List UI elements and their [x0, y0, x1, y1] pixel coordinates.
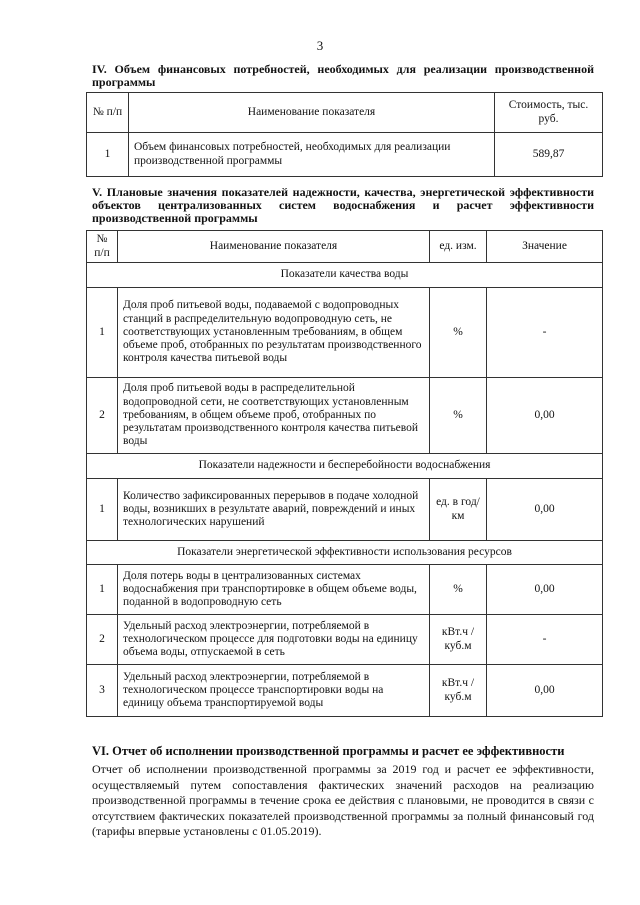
table-row-num: 2 [87, 378, 118, 454]
table-row-unit: кВт.ч / куб.м [430, 665, 487, 717]
table-row-value: 0,00 [487, 565, 603, 615]
row-num: 1 [87, 133, 129, 177]
group-efficiency-title: Показатели энергетической эффективности использования ресурсов [87, 541, 603, 565]
table-row-name: Удельный расход электроэнергии, потребляемой в технологическом процессе для подготовки воды на единицу объема воды, отпускаемой в сеть [118, 615, 430, 665]
row-name: Объем финансовых потребностей, необходимых для реализации производственной программы [129, 133, 495, 177]
header-value: Значение [487, 231, 603, 263]
financial-needs-table [86, 92, 603, 177]
header-name: Наименование показателя [129, 93, 495, 133]
table-row-unit: кВт.ч / куб.м [430, 615, 487, 665]
section-5-heading: V. Плановые значения показателей надежности, качества, энергетической эффективности объектов централизованных систем водоснабжения и расчет эффективности производственной программы [92, 185, 594, 225]
row-cost: 589,87 [495, 133, 603, 177]
page-number: 3 [316, 38, 324, 53]
table-row-num: 1 [87, 565, 118, 615]
header-name: Наименование показателя [118, 231, 430, 263]
table-row-unit: % [430, 378, 487, 454]
group-reliability-title: Показатели надежности и бесперебойности водоснабжения [87, 454, 603, 479]
table-row-unit: % [430, 288, 487, 378]
header-cost: Стоимость, тыс. руб. [495, 93, 603, 133]
table-row-value: - [487, 615, 603, 665]
table-row-num: 2 [87, 615, 118, 665]
table-row-name: Доля проб питьевой воды в распределительной водопроводной сети, не соответствующих установленным требованиям, в общем объеме проб, отобранных по результатам производственного контроля качества питьевой воды [118, 378, 430, 454]
table-row-name: Количество зафиксированных перерывов в подаче холодной воды, возникших в результате аварий, повреждений и иных технологических нарушений [118, 479, 430, 541]
section-4-heading: IV. Объем финансовых потребностей, необходимых для реализации производственной программы [92, 62, 594, 89]
section-6-heading: VI. Отчет об исполнении производственной программы и расчет ее эффективности [92, 744, 565, 758]
group-quality-title: Показатели качества воды [87, 263, 603, 288]
table-row-name: Удельный расход электроэнергии, потребляемой в технологическом процессе транспортировки воды на единицу объема транспортируемой воды [118, 665, 430, 717]
table-row-value: - [487, 288, 603, 378]
indicators-table [86, 230, 603, 717]
header-unit: ед. изм. [430, 231, 487, 263]
header-num: № п/п [87, 93, 129, 133]
table-row-num: 1 [87, 288, 118, 378]
table-row-value: 0,00 [487, 665, 603, 717]
section-6-text: Отчет об исполнении производственной программы за 2019 год и расчет ее эффективности, осуществляемый путем сопоставления фактических значений расходов на реализацию производственной программы в течение срока ее действия с плановыми, не проводится в связи с отсутствием фактических показателей производственной программы за полный финансовый год (тарифы впервые установлены с 01.05.2019). [92, 762, 594, 838]
table-row-value: 0,00 [487, 479, 603, 541]
table-row-num: 3 [87, 665, 118, 717]
table-row-value: 0,00 [487, 378, 603, 454]
table-row-num: 1 [87, 479, 118, 541]
header-num: № п/п [87, 231, 118, 263]
table-row-unit: % [430, 565, 487, 615]
table-row-name: Доля потерь воды в централизованных системах водоснабжения при транспортировке в общем объеме воды, поданной в водопроводную сеть [118, 565, 430, 615]
table-row-unit: ед. в год/ км [430, 479, 487, 541]
table-row-name: Доля проб питьевой воды, подаваемой с водопроводных станций в распределительную водопроводную сеть, не соответствующих установленным требованиям, в общем объеме проб, отобранных по результатам производственного контроля качества питьевой воды [118, 288, 430, 378]
